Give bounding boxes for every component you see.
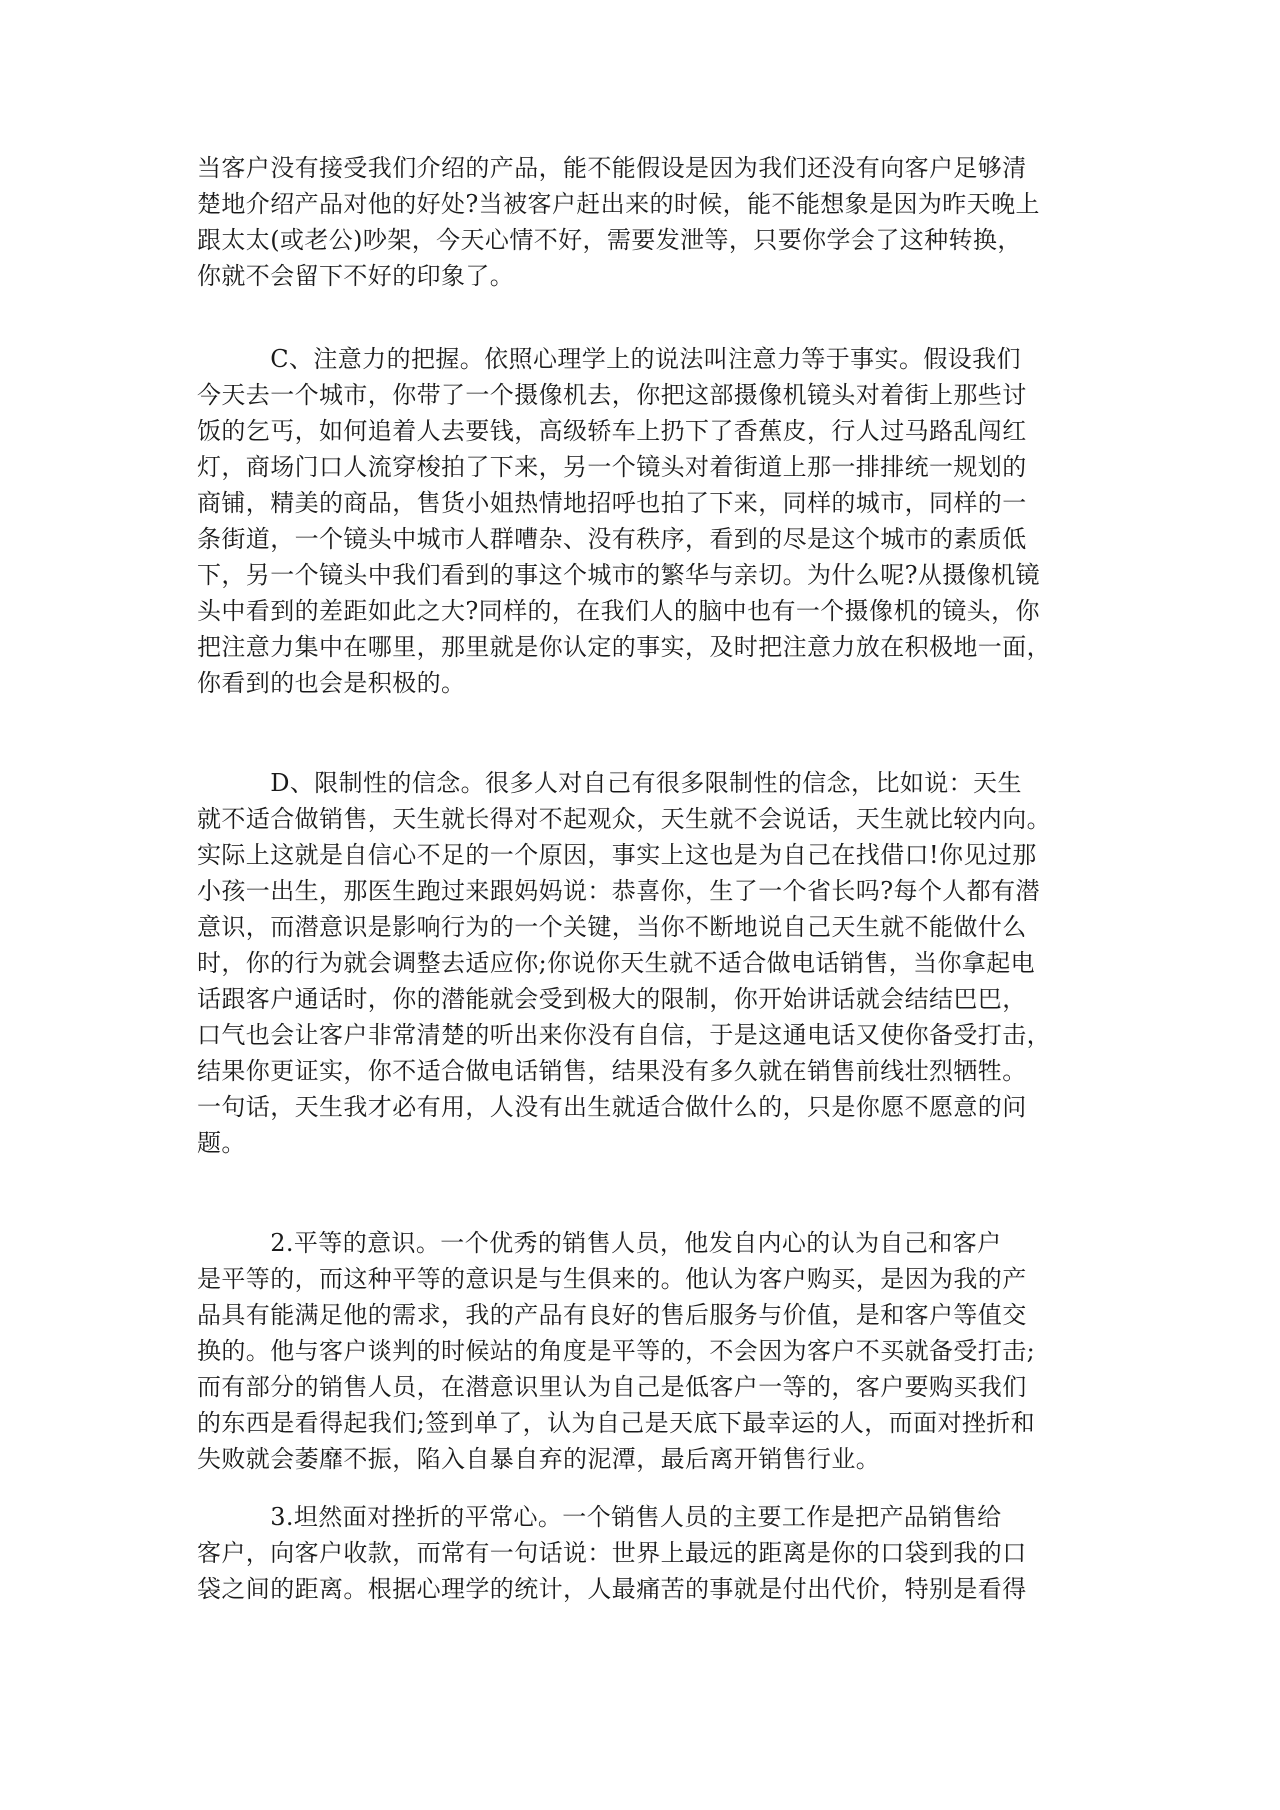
text-line: D、限制性的信念。很多人对自己有很多限制性的信念，比如说：天生 [197, 769, 1022, 797]
text-line: 实际上这就是自信心不足的一个原因，事实上这也是为自己在找借口!你见过那 [197, 841, 1037, 869]
text-line: 品具有能满足他的需求，我的产品有良好的售后服务与价值，是和客户等值交 [197, 1301, 1027, 1329]
text-line: 下，另一个镜头中我们看到的事这个城市的繁华与亲切。为什么呢?从摄像机镜 [197, 561, 1040, 589]
text-line: 袋之间的距离。根据心理学的统计，人最痛苦的事就是付出代价，特别是看得 [197, 1575, 1027, 1603]
text-line: C、注意力的把握。依照心理学上的说法叫注意力等于事实。假设我们 [197, 345, 1021, 373]
text-line: 口气也会让客户非常清楚的听出来你没有自信，于是这通电话又使你备受打击， [197, 1021, 1051, 1049]
text-line: 条街道，一个镜头中城市人群嘈杂、没有秩序，看到的尽是这个城市的素质低 [197, 525, 1027, 553]
text-line: 意识，而潜意识是影响行为的一个关键，当你不断地说自己天生就不能做什么 [197, 913, 1027, 941]
text-line: 头中看到的差距如此之大?同样的，在我们人的脑中也有一个摄像机的镜头，你 [197, 597, 1040, 625]
text-line: 结果你更证实，你不适合做电话销售，结果没有多久就在销售前线壮烈牺牲。 [197, 1057, 1027, 1085]
text-line: 小孩一出生，那医生跑过来跟妈妈说：恭喜你，生了一个省长吗?每个人都有潜 [197, 877, 1040, 905]
paragraph-reframing [197, 150, 1040, 294]
text-line: 失败就会萎靡不振，陷入自暴自弃的泥潭，最后离开销售行业。 [197, 1445, 881, 1473]
text-line: 你就不会留下不好的印象了。 [197, 262, 515, 290]
text-line: 是平等的，而这种平等的意识是与生俱来的。他认为客户购买，是因为我的产 [197, 1265, 1027, 1293]
text-line: 灯，商场门口人流穿梭拍了下来，另一个镜头对着街道上那一排排统一规划的 [197, 453, 1027, 481]
text-line: 题。 [197, 1129, 246, 1157]
text-line: 而有部分的销售人员，在潜意识里认为自己是低客户一等的，客户要购买我们 [197, 1373, 1027, 1401]
text-line: 饭的乞丐，如何追着人去要钱，高级轿车上扔下了香蕉皮，行人过马路乱闯红 [197, 417, 1027, 445]
paragraph-setbacks [197, 1499, 1027, 1607]
text-line: 商铺，精美的商品，售货小姐热情地招呼也拍了下来，同样的城市，同样的一 [197, 489, 1027, 517]
text-line: 当客户没有接受我们介绍的产品，能不能假设是因为我们还没有向客户足够清 [197, 154, 1027, 182]
text-line: 客户，向客户收款，而常有一句话说：世界上最远的距离是你的口袋到我的口 [197, 1539, 1027, 1567]
text-line: 把注意力集中在哪里，那里就是你认定的事实，及时把注意力放在积极地一面， [197, 633, 1051, 661]
text-line: 2.平等的意识。一个优秀的销售人员，他发自内心的认为自己和客户 [197, 1229, 1002, 1257]
text-line: 你看到的也会是积极的。 [197, 669, 466, 697]
text-line: 的东西是看得起我们;签到单了，认为自己是天底下最幸运的人，而面对挫折和 [197, 1409, 1036, 1437]
text-line: 楚地介绍产品对他的好处?当被客户赶出来的时候，能不能想象是因为昨天晚上 [197, 190, 1040, 218]
text-line: 换的。他与客户谈判的时候站的角度是平等的，不会因为客户不买就备受打击; [197, 1337, 1036, 1365]
paragraph-attention [197, 341, 1051, 701]
text-line: 今天去一个城市，你带了一个摄像机去，你把这部摄像机镜头对着街上那些讨 [197, 381, 1027, 409]
text-line: 一句话，天生我才必有用，人没有出生就适合做什么的，只是你愿不愿意的问 [197, 1093, 1027, 1121]
text-line: 就不适合做销售，天生就长得对不起观众，天生就不会说话，天生就比较内向。 [197, 805, 1051, 833]
text-line: 跟太太(或老公)吵架，今天心情不好，需要发泄等，只要你学会了这种转换， [197, 226, 1022, 254]
paragraph-equality [197, 1225, 1035, 1477]
text-line: 时，你的行为就会调整去适应你;你说你天生就不适合做电话销售，当你拿起电 [197, 949, 1036, 977]
text-line: 话跟客户通话时，你的潜能就会受到极大的限制，你开始讲话就会结结巴巴， [197, 985, 1027, 1013]
paragraph-limiting-beliefs [197, 765, 1051, 1161]
text-line: 3.坦然面对挫折的平常心。一个销售人员的主要工作是把产品销售给 [197, 1503, 1002, 1531]
